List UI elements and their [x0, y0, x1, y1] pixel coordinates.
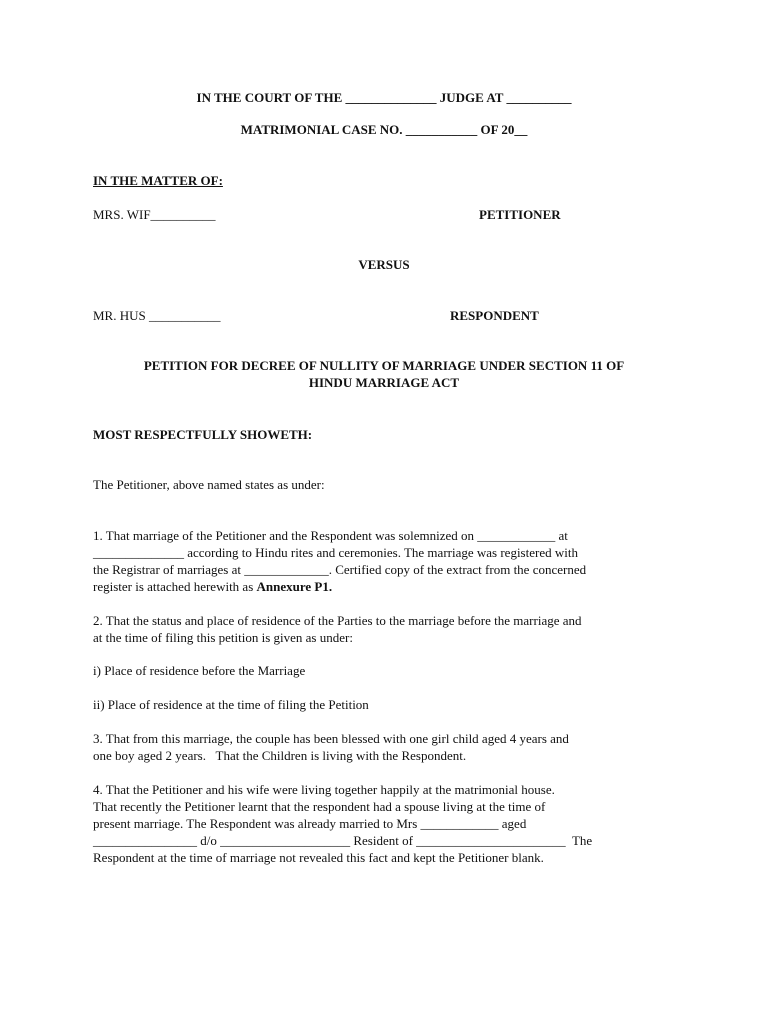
- versus-label: VERSUS: [358, 257, 410, 272]
- respondent-role: RESPONDENT: [450, 308, 539, 323]
- residence-current-item: ii) Place of residence at the time of filing the Petition: [93, 697, 369, 712]
- para4-line2: That recently the Petitioner learnt that the respondent had a spouse living at the time of: [93, 799, 546, 814]
- para2-line2: at the time of filing this petition is given as under:: [93, 630, 353, 645]
- case-number-heading: MATRIMONIAL CASE NO. ___________ OF 20__: [240, 122, 528, 137]
- petition-title-line-1: PETITION FOR DECREE OF NULLITY OF MARRIAGE UNDER SECTION 11 OF: [143, 358, 625, 373]
- para4-line3: present marriage. The Respondent was already married to Mrs ____________ aged: [93, 816, 527, 831]
- respondent-name: MR. HUS ___________: [93, 308, 221, 323]
- petition-title-line-2: HINDU MARRIAGE ACT: [308, 375, 460, 390]
- para3-line2: one boy aged 2 years. That the Children is living with the Respondent.: [93, 748, 467, 763]
- para3-line1: 3. That from this marriage, the couple has been blessed with one girl child aged 4 years and: [93, 731, 569, 746]
- para2-line1: 2. That the status and place of residence of the Parties to the marriage before the marriage and: [93, 613, 582, 628]
- court-heading: IN THE COURT OF THE ______________ JUDGE AT __________: [196, 90, 572, 105]
- salutation: MOST RESPECTFULLY SHOWETH:: [93, 427, 313, 442]
- residence-before-item: i) Place of residence before the Marriage: [93, 663, 306, 678]
- para4-line5: Respondent at the time of marriage not revealed this fact and kept the Petitioner blank.: [93, 850, 544, 865]
- para4-line1: 4. That the Petitioner and his wife were living together happily at the matrimonial house.: [93, 782, 555, 797]
- para1-line2: ______________ according to Hindu rites and ceremonies. The marriage was registered with: [93, 545, 578, 560]
- petitioner-role: PETITIONER: [479, 207, 561, 222]
- para1-line3: the Registrar of marriages at _____________. Certified copy of the extract from the concerned: [93, 562, 587, 577]
- para1-line1: 1. That marriage of the Petitioner and the Respondent was solemnized on ____________ at: [93, 528, 568, 543]
- para1-line4: [93, 578, 332, 595]
- para4-line4: ________________ d/o ____________________ Resident of _______________________ The: [93, 833, 593, 848]
- annexure-reference: Annexure P1.: [256, 579, 333, 594]
- petitioner-name: MRS. WIF__________: [93, 207, 216, 222]
- para1-line4-text: register is attached herewith as: [93, 579, 257, 594]
- matter-heading: IN THE MATTER OF:: [93, 173, 223, 188]
- intro-text: The Petitioner, above named states as under:: [93, 477, 325, 492]
